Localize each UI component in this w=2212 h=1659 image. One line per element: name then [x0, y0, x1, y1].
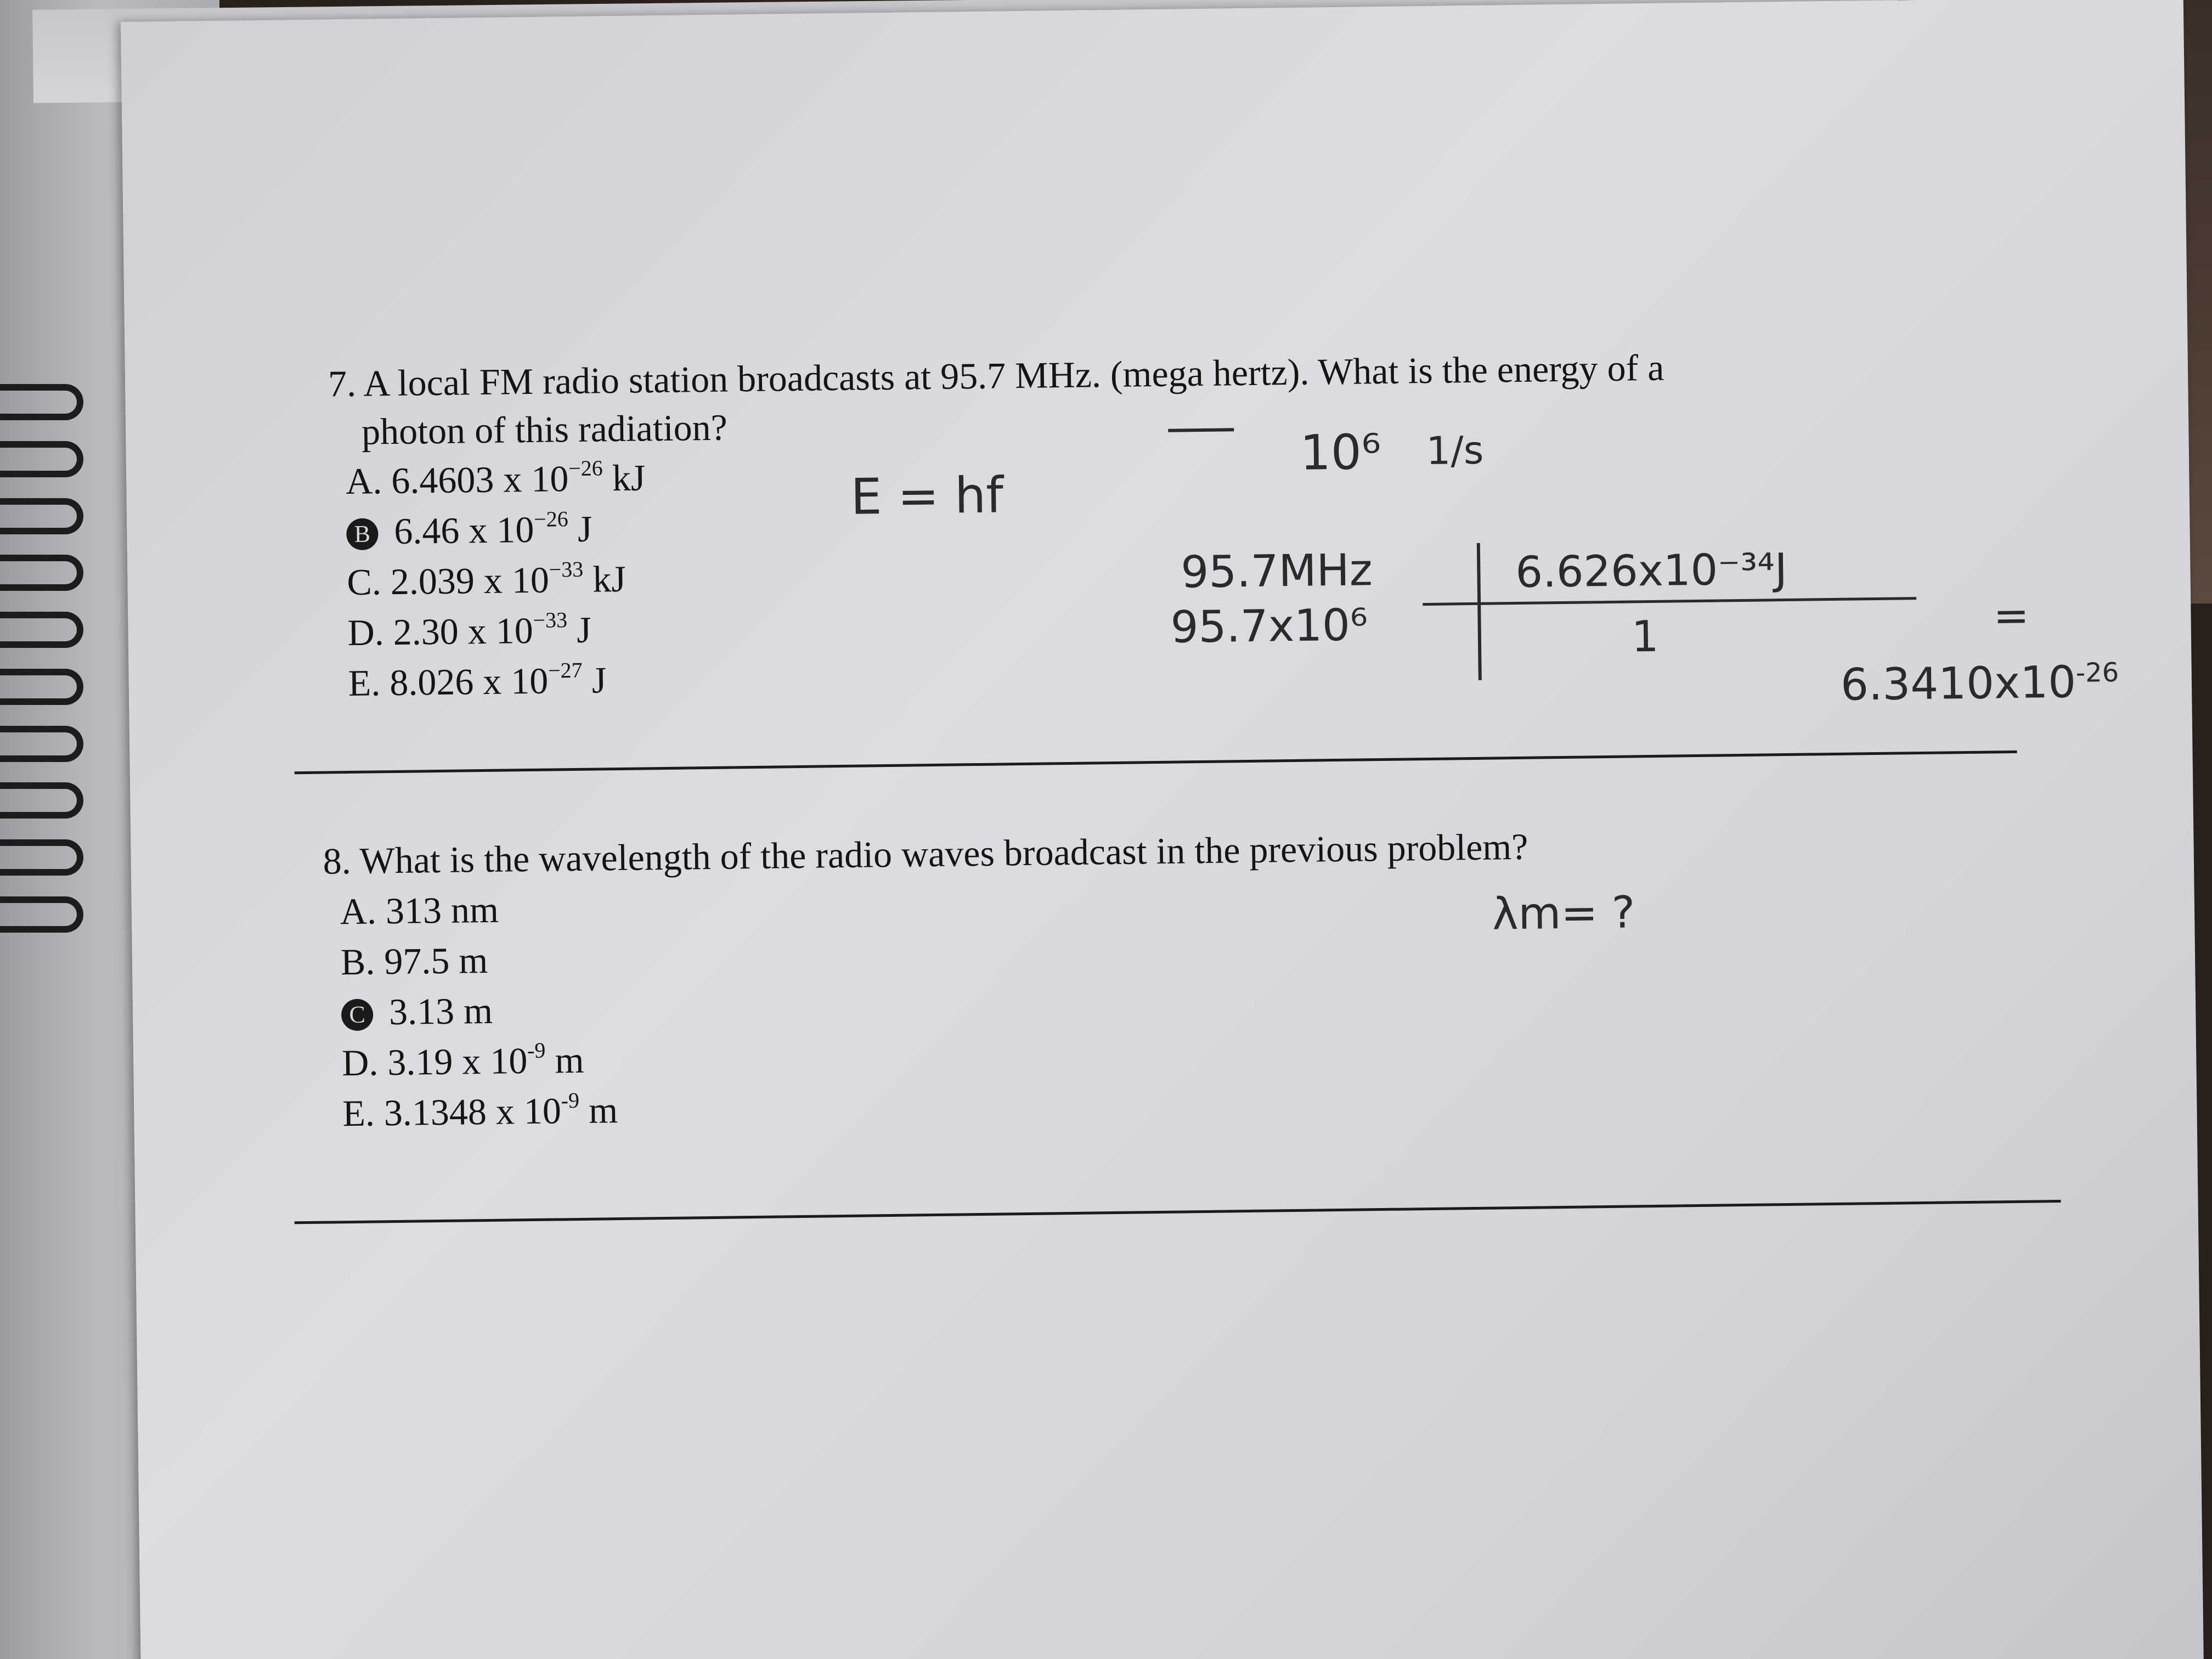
- question-7-option-c[interactable]: C. 2.039 x $10^{-33}$ kJ: [347, 556, 627, 603]
- handwritten-result: $6.3410x10^{-26}$: [1840, 656, 2119, 710]
- handwritten-mega: 10⁶: [1300, 423, 1381, 481]
- question-8-option-e[interactable]: E. 3.1348 x $10^{-9}$ m: [342, 1087, 618, 1135]
- handwritten-divider-horizontal: [1423, 597, 1916, 606]
- question-8-option-a[interactable]: A. 313 nm: [340, 888, 499, 933]
- handwritten-divider-vertical: [1477, 543, 1482, 680]
- question-7-line-1: [328, 346, 1664, 405]
- question-8-option-b[interactable]: B. 97.5 m: [340, 939, 488, 983]
- handwritten-underline: [1168, 428, 1234, 432]
- question-8-option-d[interactable]: D. 3.19 x $10^{-9}$ m: [341, 1037, 584, 1084]
- handwritten-frequency-hz: 95.7x10⁶: [1170, 599, 1368, 653]
- handwritten-wavelength: λm= ?: [1492, 887, 1635, 940]
- worksheet-page: [121, 0, 2204, 1659]
- handwritten-frequency-mhz: 95.7MHz: [1180, 544, 1373, 598]
- question-8-text-line-1: What is the wavelength of the radio waves broadcast in the previous problem?: [359, 825, 1528, 882]
- question-8-option-c[interactable]: C 3.13 m: [341, 992, 493, 1031]
- circled-answer-mark: C: [341, 999, 374, 1031]
- question-7-option-d[interactable]: D. 2.30 x $10^{-33}$ J: [347, 607, 592, 654]
- divider-line-2: [295, 1200, 2061, 1224]
- question-8-line-1: [323, 825, 1528, 882]
- handwritten-per-second: 1/s: [1426, 427, 1484, 473]
- notebook-spiral: [0, 384, 93, 933]
- question-7-option-e[interactable]: E. 8.026 x $10^{-27}$ J: [348, 657, 607, 704]
- circled-answer-mark: B: [346, 518, 379, 550]
- handwritten-equals: =: [1993, 591, 2030, 641]
- question-7-number: 7.: [328, 362, 357, 405]
- handwritten-planck-constant: 6.626x10⁻³⁴J: [1515, 544, 1788, 598]
- question-8-number: 8.: [323, 839, 352, 882]
- question-7-option-b[interactable]: B 6.46 x $10^{-26}$ J: [346, 510, 592, 550]
- question-7-text-line-2: photon of this radiation?: [361, 406, 728, 453]
- handwritten-formula: E = hf: [850, 466, 1004, 526]
- handwritten-denominator: 1: [1631, 612, 1660, 662]
- question-7-text-line-1: A local FM radio station broadcasts at 95.7 MHz. (mega hertz). What is the energy of a: [363, 346, 1664, 404]
- divider-line-1: [295, 751, 2017, 774]
- question-7-option-a[interactable]: A. 6.4603 x $10^{-26}$ kJ: [345, 455, 646, 503]
